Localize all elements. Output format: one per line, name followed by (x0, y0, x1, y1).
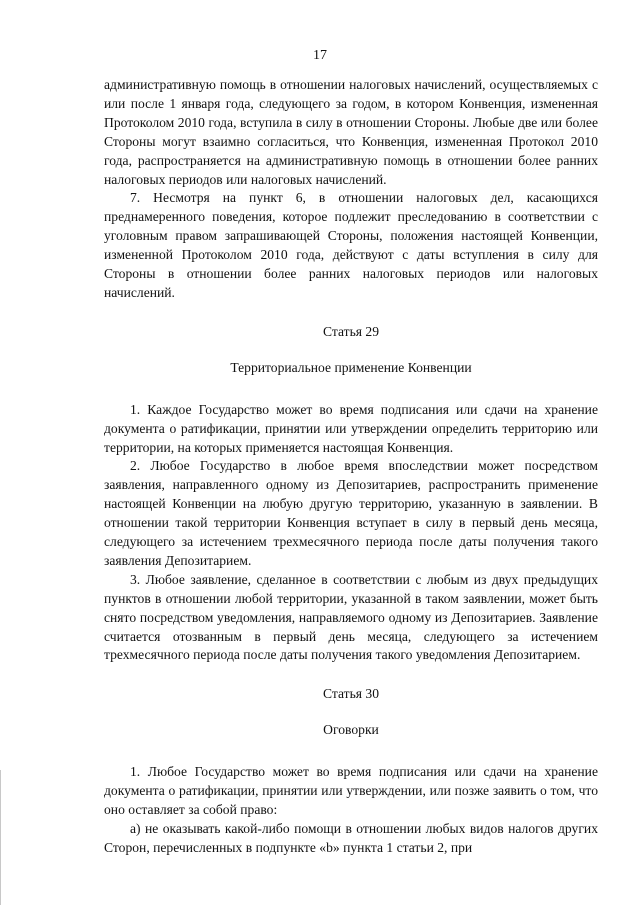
article-29-paragraph-1: 1. Каждое Государство может во время подписания или сдачи на хранение документа о ратификации, принятии или утверждении определить территорию или территории, на которых применяется настоящая Конвенция. (104, 401, 598, 455)
article-30-subparagraph-a: а) не оказывать какой-либо помощи в отношении любых видов налогов других Сторон, перечисленных в подпункте «b» пункта 1 статьи 2, при (104, 820, 598, 855)
document-body (104, 76, 598, 858)
article-30-subtitle: Оговорки (323, 722, 379, 738)
article-29-subtitle: Территориальное применение Конвенции (230, 359, 472, 375)
article-30-paragraph-1: 1. Любое Государство может во время подписания или сдачи на хранение документа о ратификации, принятии или утверждении, или позже заявить о том, что оно оставляет за собой право: (104, 764, 598, 817)
article-29-paragraph-3: 3. Любое заявление, сделанное в соответствии с любым из двух предыдущих пунктов в отношении любой территории, указанной в таком заявлении, может быть снято посредством уведомления, направляемого одному из Депозитариев. Заявление считается отозванным в первый день месяца, следующего за истечением трехмесячного периода после даты получения такого уведомления Депозитарием. (104, 571, 598, 663)
article-30-title: Статья 30 (322, 686, 380, 702)
article-29-paragraph-2: 2. Любое Государство в любое время впоследствии может посредством заявления, направленного одному из Депозитариев, распространить применение настоящей Конвенции на любую другую территорию, указанную в заявлении. В отношении такой территории Конвенция вступает в силу в первый день месяца, следующего за истечением трехмесячного периода после даты получения такого заявления Депозитарием. (104, 458, 598, 568)
scan-margin-line (0, 770, 1, 905)
paragraph-intro: административную помощь в отношении налоговых начислений, осуществляемых с или после 1 января года, следующего за годом, в котором Конвенция, измененная Протоколом 2010 года, вступила в силу в отношении Стороны. Любые две или более Стороны могут взаимно согласиться, что Конвенция, измененная Протокол 2010 года, распространяется на административную помощь в отношении более ранних налоговых периодов или налоговых начислений. (104, 77, 598, 187)
page-number: 17 (313, 48, 327, 63)
article-29-title: Статья 29 (322, 323, 380, 339)
paragraph-7: 7. Несмотря на пункт 6, в отношении налоговых дел, касающихся преднамеренного поведения, которое подлежит преследованию в соответствии с уголовным правом запрашивающей Стороны, положения настоящей Конвенции, измененной Протоколом 2010 года, действуют с даты вступления в силу для Стороны в отношении более ранних налоговых периодов или налоговых начислений. (104, 190, 598, 300)
